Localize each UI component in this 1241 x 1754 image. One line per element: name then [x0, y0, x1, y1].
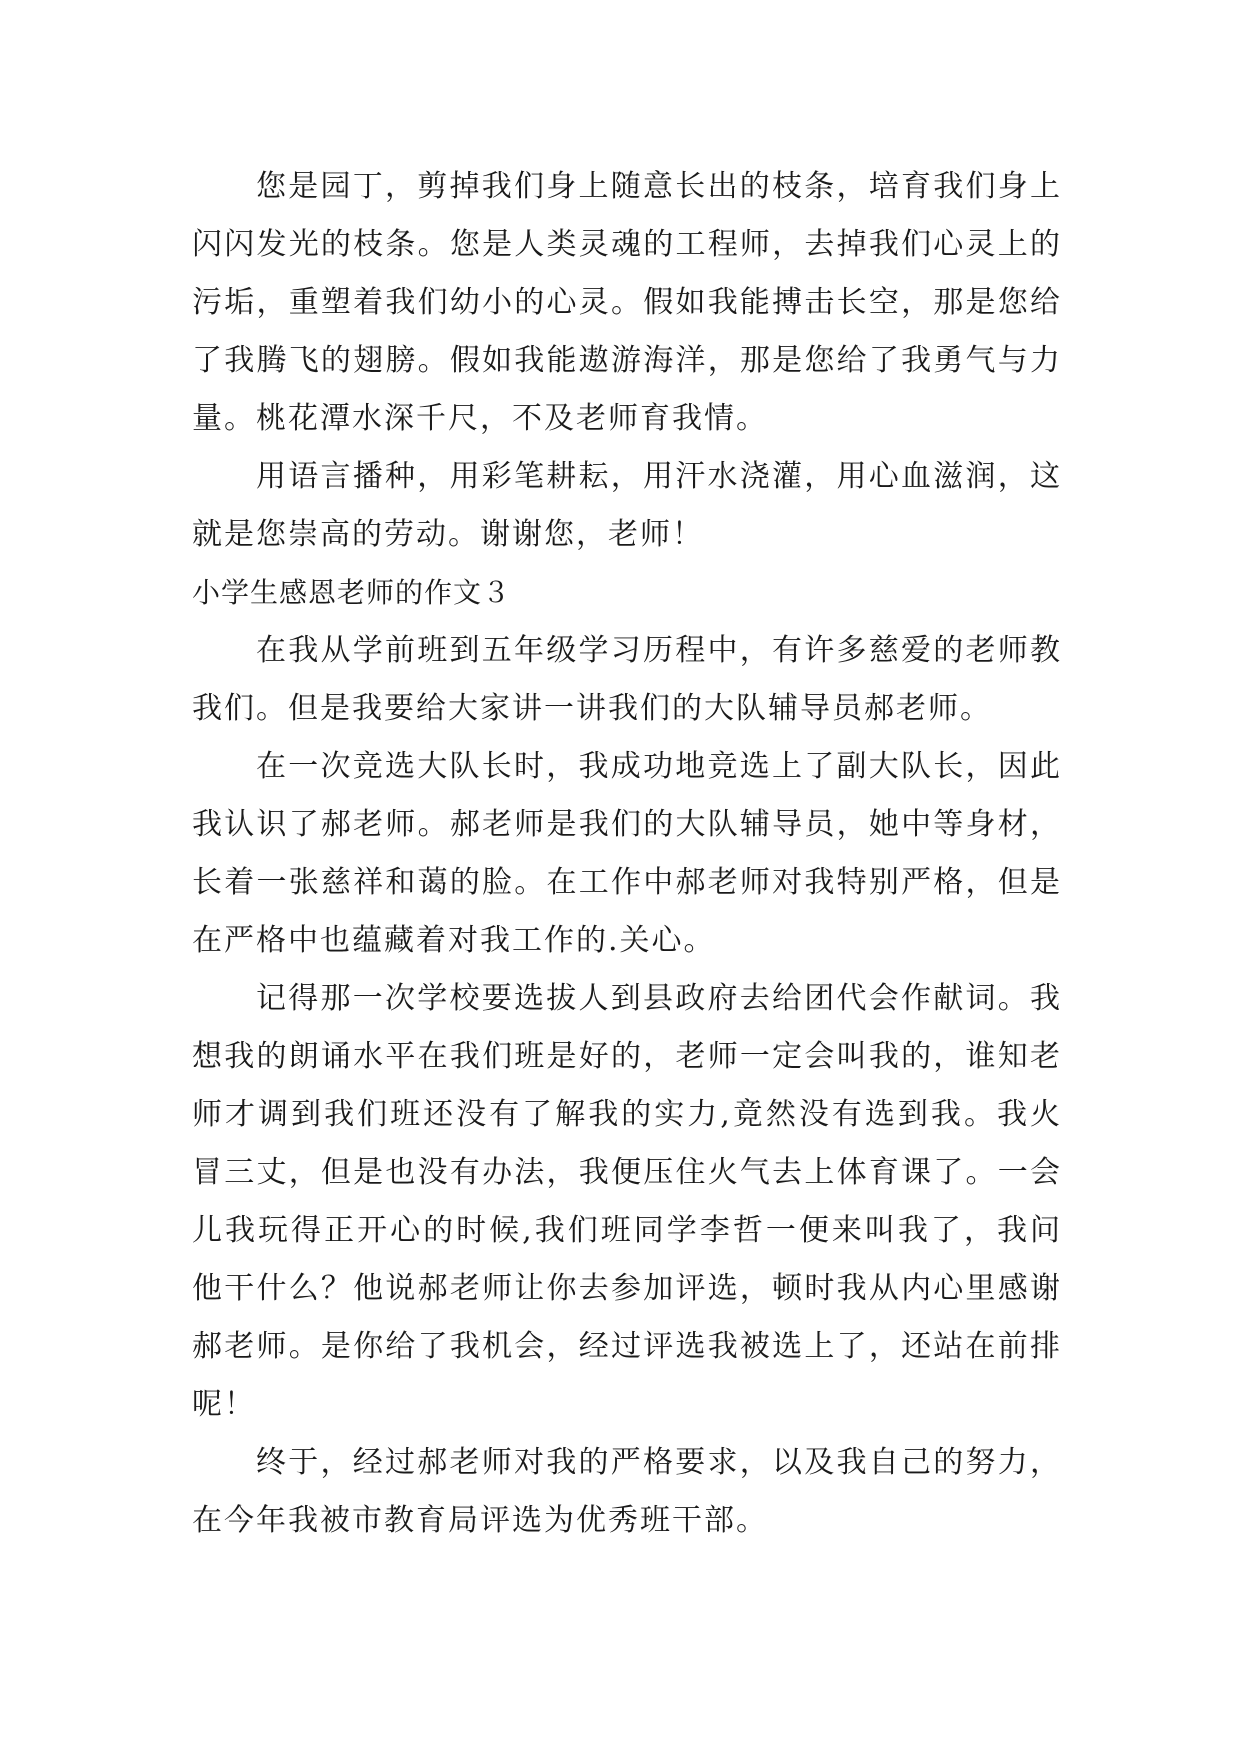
paragraph: 您是园丁，剪掉我们身上随意长出的枝条，培育我们身上闪闪发光的枝条。您是人类灵魂的工程师，去掉我们心灵上的污垢，重塑着我们幼小的心灵。假如我能搏击长空，那是您给了我腾飞的翅膀。假如我能遨游海洋，那是您给了我勇气与力量。桃花潭水深千尺，不及老师育我情。: [192, 169, 1062, 436]
paragraph: 用语言播种，用彩笔耕耘，用汗水浇灌，用心血滋润，这就是您崇高的劳动。谢谢您，老师！: [192, 459, 1062, 552]
paragraph: 记得那一次学校要选拔人到县政府去给团代会作献词。我想我的朗诵水平在我们班是好的，老师一定会叫我的，谁知老师才调到我们班还没有了解我的实力,竟然没有选到我。我火冒三丈，但是也没有办法，我便压住火气去上体育课了。一会儿我玩得正开心的时候,我们班同学李哲一便来叫我了，我问他干什么？他说郝老师让你去参加评选，顿时我从内心里感谢郝老师。是你给了我机会，经过评选我被选上了，还站在前排呢！: [192, 981, 1062, 1422]
section-title: 小学生感恩老师的作文３: [192, 576, 512, 609]
document-body: [192, 158, 1062, 1550]
paragraph: 终于，经过郝老师对我的严格要求，以及我自己的努力，在今年我被市教育局评选为优秀班干部。: [192, 1445, 1062, 1538]
paragraph: 在我从学前班到五年级学习历程中，有许多慈爱的老师教我们。但是我要给大家讲一讲我们的大队辅导员郝老师。: [192, 633, 1062, 726]
paragraph: 在一次竞选大队长时，我成功地竞选上了副大队长，因此我认识了郝老师。郝老师是我们的大队辅导员，她中等身材，长着一张慈祥和蔼的脸。在工作中郝老师对我特别严格，但是在严格中也蕴藏着对我工作的.关心。: [192, 749, 1062, 958]
